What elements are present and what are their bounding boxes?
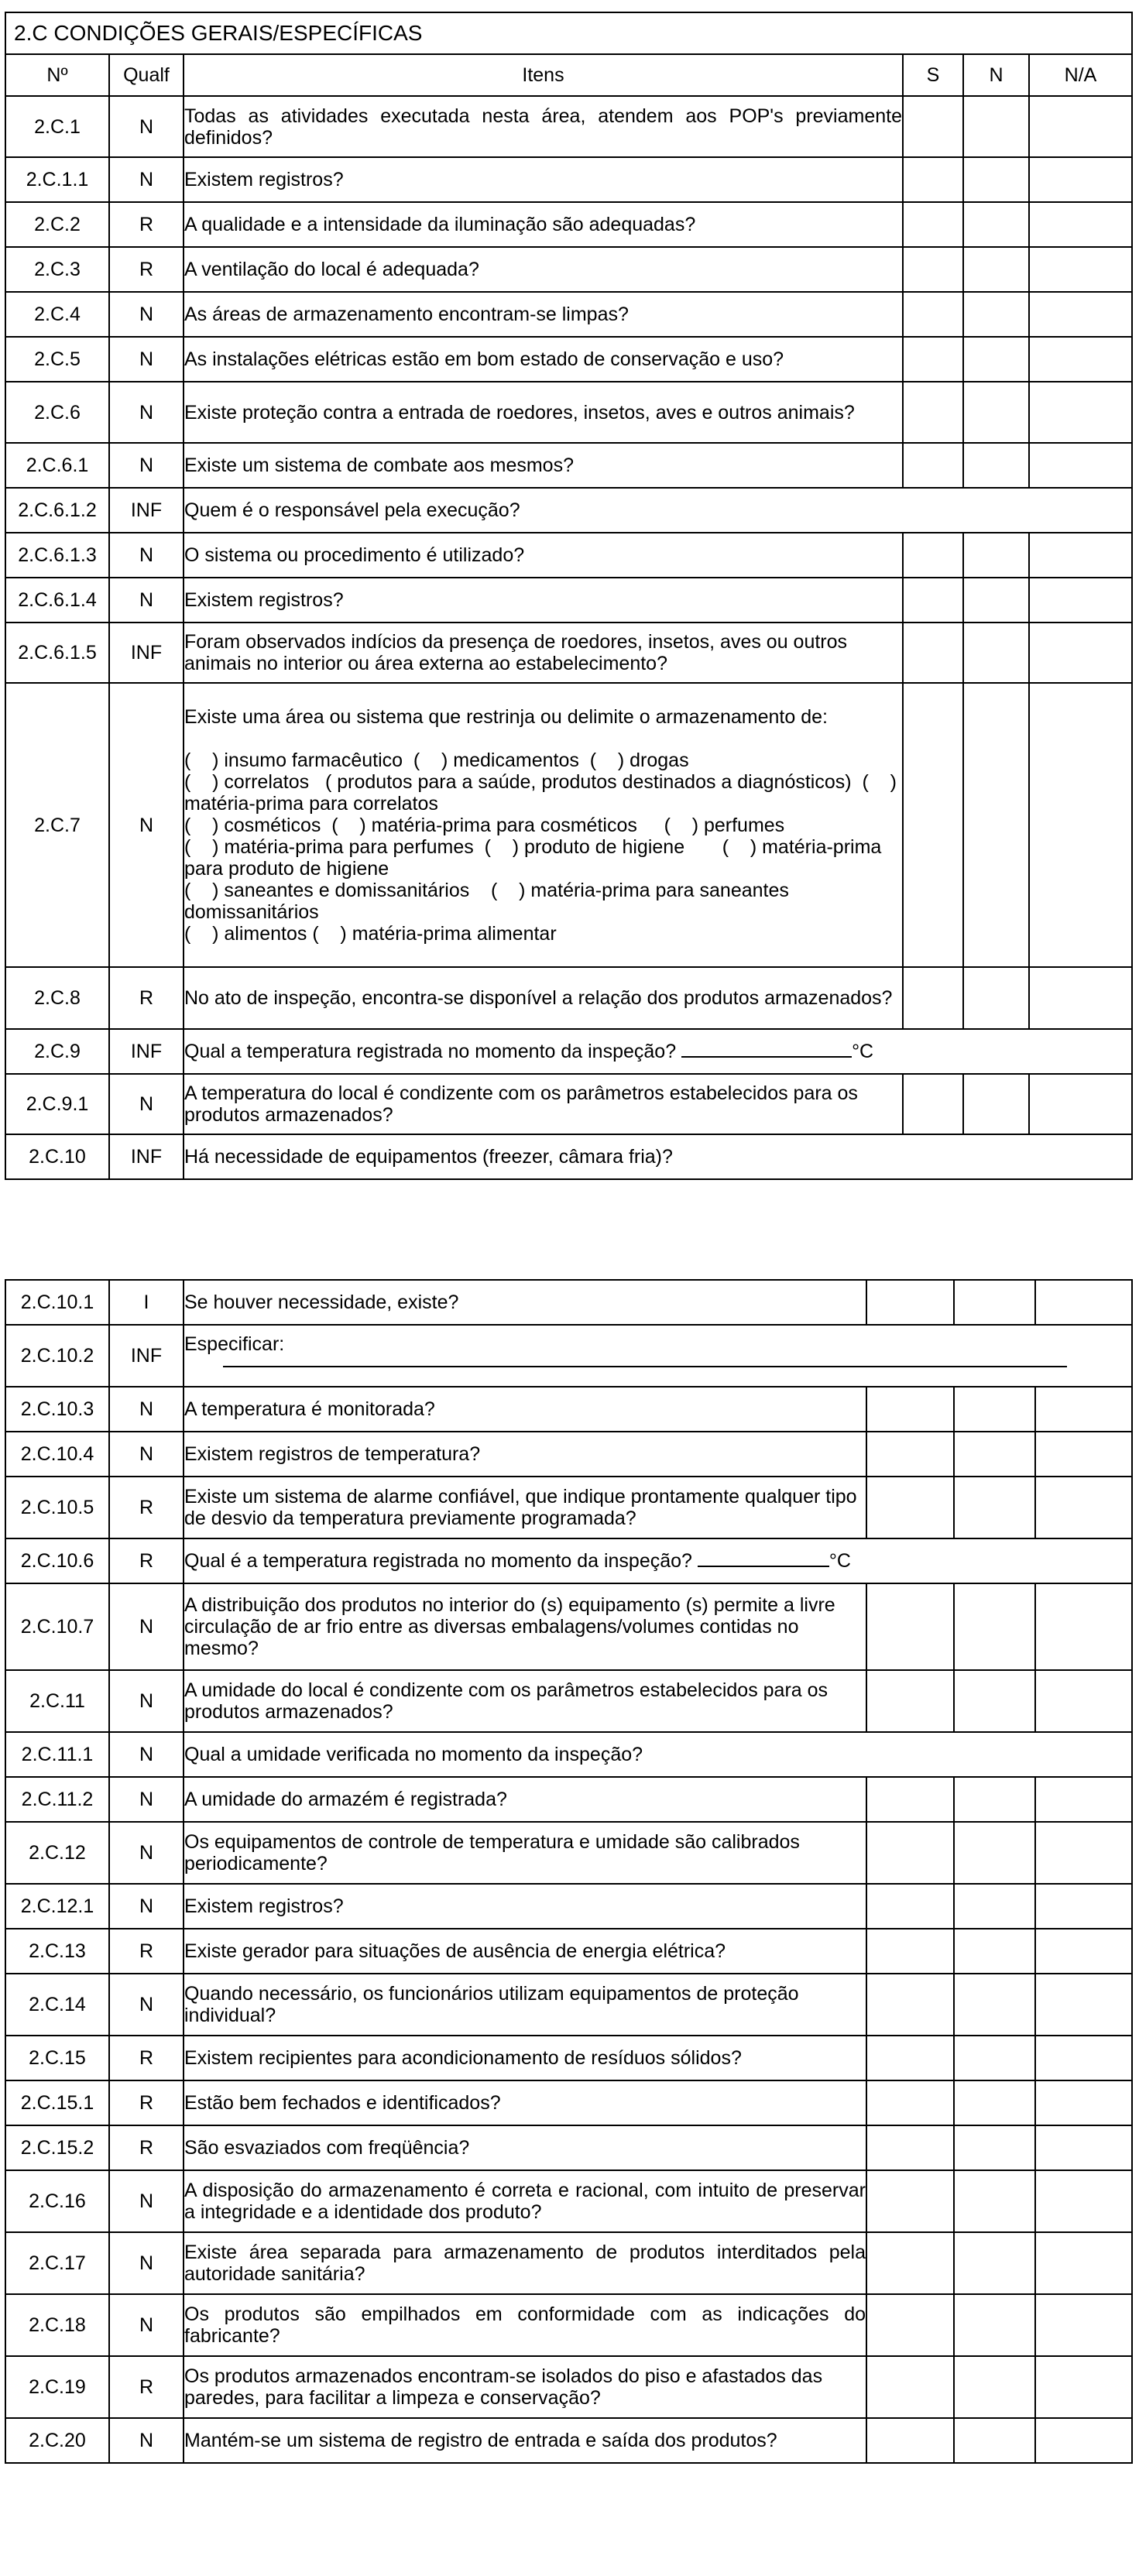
item-number: 2.C.20 [5,2418,109,2463]
item-text: Qual a temperatura registrada no momento da inspeção? [184,1041,677,1062]
item-number: 2.C.16 [5,2170,109,2232]
table-row [5,1884,1132,1929]
item-qualf: N [109,443,184,488]
item-number: 2.C.4 [5,292,109,337]
item-qualf: N [109,2294,184,2356]
item-qualf: R [109,247,184,292]
item-number: 2.C.10.5 [5,1477,109,1538]
check-n[interactable] [954,1432,1035,1477]
check-na[interactable] [1035,1670,1132,1732]
check-n[interactable] [963,1074,1029,1134]
check-na[interactable] [1029,202,1132,247]
item-text: Os produtos armazenados encontram-se isolados do piso e afastados das paredes, para facilitar a limpeza e conservação? [184,2356,866,2418]
check-s[interactable] [903,578,963,623]
item-qualf: INF [109,1134,184,1179]
item-qualf: N [109,1387,184,1432]
check-n[interactable] [954,2356,1035,2418]
check-n[interactable] [963,157,1029,202]
table-row [5,2036,1132,2080]
item-text: Existem registros? [184,1884,866,1929]
item-qualf: N [109,157,184,202]
item-qualf: INF [109,623,184,683]
temperature-blank[interactable] [698,1550,829,1567]
item-text: Foram observados indícios da presença de roedores, insetos, aves ou outros animais no interior ou área externa ao estabelecimento? [184,623,903,683]
check-na[interactable] [1035,2125,1132,2170]
checklist-table-2 [5,1279,1133,2464]
item-number: 2.C.10.7 [5,1583,109,1670]
check-n[interactable] [954,1884,1035,1929]
item-qualf: INF [109,1029,184,1074]
checklist-table-1 [5,12,1133,1180]
check-n[interactable] [963,967,1029,1029]
check-s[interactable] [903,202,963,247]
item-qualf: N [109,1583,184,1670]
header-itens: Itens [184,54,903,96]
item-text: A disposição do armazenamento é correta e racional, com intuito de preservar a integridade e a identidade dos produto? [184,2170,866,2232]
check-s[interactable] [866,1477,954,1538]
check-na[interactable] [1029,247,1132,292]
item-number: 2.C.7 [5,683,109,967]
table-row [5,1929,1132,1974]
check-s[interactable] [903,157,963,202]
check-s[interactable] [903,533,963,578]
check-s[interactable] [903,382,963,443]
item-qualf: N [109,292,184,337]
item-number: 2.C.12 [5,1822,109,1884]
check-n[interactable] [954,2170,1035,2232]
item-number: 2.C.5 [5,337,109,382]
table-row [5,578,1132,623]
item-number: 2.C.15 [5,2036,109,2080]
item-qualf: N [109,683,184,967]
check-n[interactable] [954,1387,1035,1432]
item-number: 2.C.6.1.5 [5,623,109,683]
check-s[interactable] [866,2418,954,2463]
item-number: 2.C.10.1 [5,1280,109,1325]
item-text: A qualidade e a intensidade da iluminação são adequadas? [184,202,903,247]
item-text: Existem registros? [184,157,903,202]
check-n[interactable] [954,1974,1035,2036]
item-text: Existe gerador para situações de ausência de energia elétrica? [184,1929,866,1974]
item-qualf: R [109,2356,184,2418]
item-text: Estão bem fechados e identificados? [184,2080,866,2125]
check-n[interactable] [954,1777,1035,1822]
item-number: 2.C.15.2 [5,2125,109,2170]
item-number: 2.C.10.3 [5,1387,109,1432]
item-text: Os equipamentos de controle de temperatura e umidade são calibrados periodicamente? [184,1822,866,1884]
item-text: A temperatura do local é condizente com os parâmetros estabelecidos para os produtos armazenados? [184,1074,903,1134]
header-s: S [903,54,963,96]
item-text: As áreas de armazenamento encontram-se limpas? [184,292,903,337]
table-row [5,1670,1132,1732]
check-s[interactable] [866,1974,954,2036]
check-s[interactable] [866,2356,954,2418]
header-row [5,54,1132,96]
item-text: Existe um sistema de combate aos mesmos? [184,443,903,488]
check-n[interactable] [963,623,1029,683]
check-na[interactable] [1035,1777,1132,1822]
table-row [5,533,1132,578]
check-s[interactable] [866,1929,954,1974]
item-number: 2.C.13 [5,1929,109,1974]
check-n[interactable] [963,202,1029,247]
check-na[interactable] [1029,967,1132,1029]
check-na[interactable] [1029,623,1132,683]
check-s[interactable] [866,1777,954,1822]
item-text: Mantém-se um sistema de registro de entrada e saída dos produtos? [184,2418,866,2463]
check-na[interactable] [1035,1929,1132,1974]
check-n[interactable] [954,1822,1035,1884]
table-row [5,382,1132,443]
item-number: 2.C.11 [5,1670,109,1732]
check-s[interactable] [866,1884,954,1929]
item-qualf: R [109,2036,184,2080]
item-text: Existem registros de temperatura? [184,1432,866,1477]
check-na[interactable] [1035,1974,1132,2036]
item-number: 2.C.9 [5,1029,109,1074]
item-qualf: R [109,967,184,1029]
check-s[interactable] [866,1822,954,1884]
item-text: A ventilação do local é adequada? [184,247,903,292]
table-row [5,1732,1132,1777]
item-text: Todas as atividades executada nesta área, atendem aos POP's previamente definidos? [184,96,903,157]
item-number: 2.C.9.1 [5,1074,109,1134]
header-qualf: Qualf [109,54,184,96]
item-number: 2.C.6.1.3 [5,533,109,578]
item-number: 2.C.2 [5,202,109,247]
unit-celsius: °C [829,1550,851,1572]
item-text: Existe um sistema de alarme confiável, que indique prontamente qualquer tipo de desvio da temperatura previamente programada? [184,1477,866,1538]
item-qualf: N [109,2232,184,2294]
item-number: 2.C.19 [5,2356,109,2418]
item-qualf: INF [109,488,184,533]
check-s[interactable] [866,2170,954,2232]
header-na: N/A [1029,54,1132,96]
temperature-blank[interactable] [681,1041,852,1058]
table-row [5,2125,1132,2170]
check-na[interactable] [1029,683,1132,967]
section-title-row [5,12,1132,54]
check-s[interactable] [866,2036,954,2080]
table-row [5,157,1132,202]
item-qualf: R [109,1477,184,1538]
check-na[interactable] [1035,1884,1132,1929]
check-na[interactable] [1035,1477,1132,1538]
item-qualf: N [109,337,184,382]
item-number: 2.C.6.1 [5,443,109,488]
table-row [5,488,1132,533]
check-na[interactable] [1029,292,1132,337]
check-na[interactable] [1029,382,1132,443]
check-s[interactable] [866,2232,954,2294]
check-n[interactable] [954,2125,1035,2170]
item-text: O sistema ou procedimento é utilizado? [184,533,903,578]
item-number: 2.C.10 [5,1134,109,1179]
check-na[interactable] [1035,1583,1132,1670]
item-text-cell [184,1029,1132,1074]
table-row [5,967,1132,1029]
item-qualf: R [109,2080,184,2125]
item-text: Existem recipientes para acondicionamento de resíduos sólidos? [184,2036,866,2080]
table-row [5,2418,1132,2463]
check-n[interactable] [963,292,1029,337]
table-row [5,2356,1132,2418]
check-s[interactable] [903,1074,963,1134]
item-text: Há necessidade de equipamentos (freezer, câmara fria)? [184,1134,1132,1179]
check-s[interactable] [903,337,963,382]
item-number: 2.C.8 [5,967,109,1029]
item-qualf: N [109,1777,184,1822]
item-number: 2.C.18 [5,2294,109,2356]
item-qualf: N [109,533,184,578]
check-s[interactable] [903,96,963,157]
check-na[interactable] [1035,1280,1132,1325]
check-s[interactable] [903,247,963,292]
table-row [5,1387,1132,1432]
table-row [5,1974,1132,2036]
check-na[interactable] [1035,1387,1132,1432]
item-qualf: N [109,1432,184,1477]
table-row [5,2170,1132,2232]
item-qualf: N [109,1074,184,1134]
item-qualf: N [109,96,184,157]
check-s[interactable] [866,2294,954,2356]
table-row [5,2294,1132,2356]
table-row [5,1477,1132,1538]
check-n[interactable] [963,443,1029,488]
check-s[interactable] [903,967,963,1029]
header-n: N [963,54,1029,96]
item-qualf: N [109,1670,184,1732]
check-n[interactable] [963,683,1029,967]
item-qualf: N [109,1974,184,2036]
check-n[interactable] [954,2080,1035,2125]
table-row [5,247,1132,292]
section-title: 2.C CONDIÇÕES GERAIS/ESPECÍFICAS [5,12,1132,54]
table-row [5,683,1132,967]
table-row [5,443,1132,488]
check-s[interactable] [866,1670,954,1732]
check-na[interactable] [1029,533,1132,578]
item-number: 2.C.3 [5,247,109,292]
table-row [5,2080,1132,2125]
check-n[interactable] [963,578,1029,623]
check-n[interactable] [963,247,1029,292]
check-na[interactable] [1035,2418,1132,2463]
table-row [5,1325,1132,1387]
item-qualf: N [109,1884,184,1929]
table-row [5,337,1132,382]
check-n[interactable] [954,1670,1035,1732]
check-na[interactable] [1029,157,1132,202]
item-text: A umidade do local é condizente com os parâmetros estabelecidos para os produtos armazenados? [184,1670,866,1732]
item-text: Existe uma área ou sistema que restrinja ou delimite o armazenamento de: ( ) insumo farmacêutico ( ) medicamentos ( ) drogas ( ) correlatos ( produtos para a saúde, produtos destinados a diagnósticos) ( ) matéria-prima para correlatos ( ) cosméticos ( ) matéria-prima para cosméticos ( ) perfumes ( ) matéria-prima para perfumes ( ) produto de higiene ( ) matéria-prima para produto de higiene ( ) saneantes e domissanitários ( ) matéria-prima para saneantes domissanitários ( ) alimentos ( ) matéria-prima alimentar [184,683,903,967]
item-number: 2.C.15.1 [5,2080,109,2125]
check-s[interactable] [866,1432,954,1477]
table-row [5,292,1132,337]
table-row [5,1822,1132,1884]
specify-line[interactable] [223,1366,1067,1367]
item-qualf: N [109,2418,184,2463]
unit-celsius: °C [852,1041,874,1062]
check-n[interactable] [954,1280,1035,1325]
table-row [5,1280,1132,1325]
check-na[interactable] [1035,2294,1132,2356]
check-na[interactable] [1035,2170,1132,2232]
item-number: 2.C.6 [5,382,109,443]
item-number: 2.C.10.6 [5,1538,109,1583]
table-row [5,1074,1132,1134]
check-n[interactable] [954,2232,1035,2294]
check-s[interactable] [903,623,963,683]
item-qualf: N [109,578,184,623]
item-number: 2.C.11.2 [5,1777,109,1822]
header-num: Nº [5,54,109,96]
item-qualf: N [109,1822,184,1884]
check-s[interactable] [903,292,963,337]
item-text: Os produtos são empilhados em conformidade com as indicações do fabricante? [184,2294,866,2356]
check-na[interactable] [1035,2356,1132,2418]
item-number: 2.C.1.1 [5,157,109,202]
item-qualf: R [109,1929,184,1974]
check-s[interactable] [866,1280,954,1325]
check-s[interactable] [903,443,963,488]
item-text: As instalações elétricas estão em bom estado de conservação e uso? [184,337,903,382]
check-s[interactable] [866,1583,954,1670]
specify-cell [184,1325,1132,1387]
check-n[interactable] [954,2294,1035,2356]
item-text: São esvaziados com freqüência? [184,2125,866,2170]
check-n[interactable] [954,2418,1035,2463]
item-qualf: R [109,202,184,247]
item-qualf: I [109,1280,184,1325]
check-n[interactable] [954,2036,1035,2080]
check-n[interactable] [954,1583,1035,1670]
item-text: Especificar: [184,1333,285,1355]
item-number: 2.C.1 [5,96,109,157]
check-na[interactable] [1029,443,1132,488]
table-row [5,1538,1132,1583]
check-n[interactable] [963,533,1029,578]
item-text: No ato de inspeção, encontra-se disponível a relação dos produtos armazenados? [184,967,903,1029]
check-s[interactable] [903,683,963,967]
check-na[interactable] [1035,2080,1132,2125]
item-qualf: R [109,2125,184,2170]
item-text: Existe área separada para armazenamento de produtos interditados pela autoridade sanitária? [184,2232,866,2294]
table-row [5,202,1132,247]
check-n[interactable] [963,96,1029,157]
check-na[interactable] [1029,96,1132,157]
item-text: Existe proteção contra a entrada de roedores, insetos, aves e outros animais? [184,382,903,443]
item-text: A umidade do armazém é registrada? [184,1777,866,1822]
check-s[interactable] [866,2125,954,2170]
check-n[interactable] [963,382,1029,443]
check-s[interactable] [866,2080,954,2125]
item-text: Qual é a temperatura registrada no momento da inspeção? [184,1550,692,1572]
check-n[interactable] [954,1929,1035,1974]
item-text-cell [184,1538,1132,1583]
table-row [5,623,1132,683]
check-na[interactable] [1029,1074,1132,1134]
check-s[interactable] [866,1387,954,1432]
item-text: Qual a umidade verificada no momento da inspeção? [184,1732,1132,1777]
item-text: Quem é o responsável pela execução? [184,488,1132,533]
item-number: 2.C.11.1 [5,1732,109,1777]
item-text: A temperatura é monitorada? [184,1387,866,1432]
table-row [5,96,1132,157]
table-row [5,2232,1132,2294]
table-row [5,1134,1132,1179]
table-row [5,1777,1132,1822]
item-text: A distribuição dos produtos no interior do (s) equipamento (s) permite a livre circulação de ar frio entre as diversas embalagens/volumes contidas no mesmo? [184,1583,866,1670]
check-na[interactable] [1035,1432,1132,1477]
check-na[interactable] [1035,2232,1132,2294]
check-na[interactable] [1035,1822,1132,1884]
item-qualf: N [109,2170,184,2232]
check-na[interactable] [1029,337,1132,382]
item-qualf: R [109,1538,184,1583]
item-number: 2.C.12.1 [5,1884,109,1929]
table-row [5,1432,1132,1477]
item-number: 2.C.10.4 [5,1432,109,1477]
item-qualf: INF [109,1325,184,1387]
item-number: 2.C.6.1.4 [5,578,109,623]
check-na[interactable] [1035,2036,1132,2080]
table-row [5,1583,1132,1670]
item-text: Existem registros? [184,578,903,623]
item-text: Se houver necessidade, existe? [184,1280,866,1325]
item-qualf: N [109,1732,184,1777]
item-number: 2.C.6.1.2 [5,488,109,533]
check-n[interactable] [954,1477,1035,1538]
item-number: 2.C.17 [5,2232,109,2294]
item-qualf: N [109,382,184,443]
check-na[interactable] [1029,578,1132,623]
item-number: 2.C.10.2 [5,1325,109,1387]
item-text: Quando necessário, os funcionários utilizam equipamentos de proteção individual? [184,1974,866,2036]
table-row [5,1029,1132,1074]
check-n[interactable] [963,337,1029,382]
item-number: 2.C.14 [5,1974,109,2036]
